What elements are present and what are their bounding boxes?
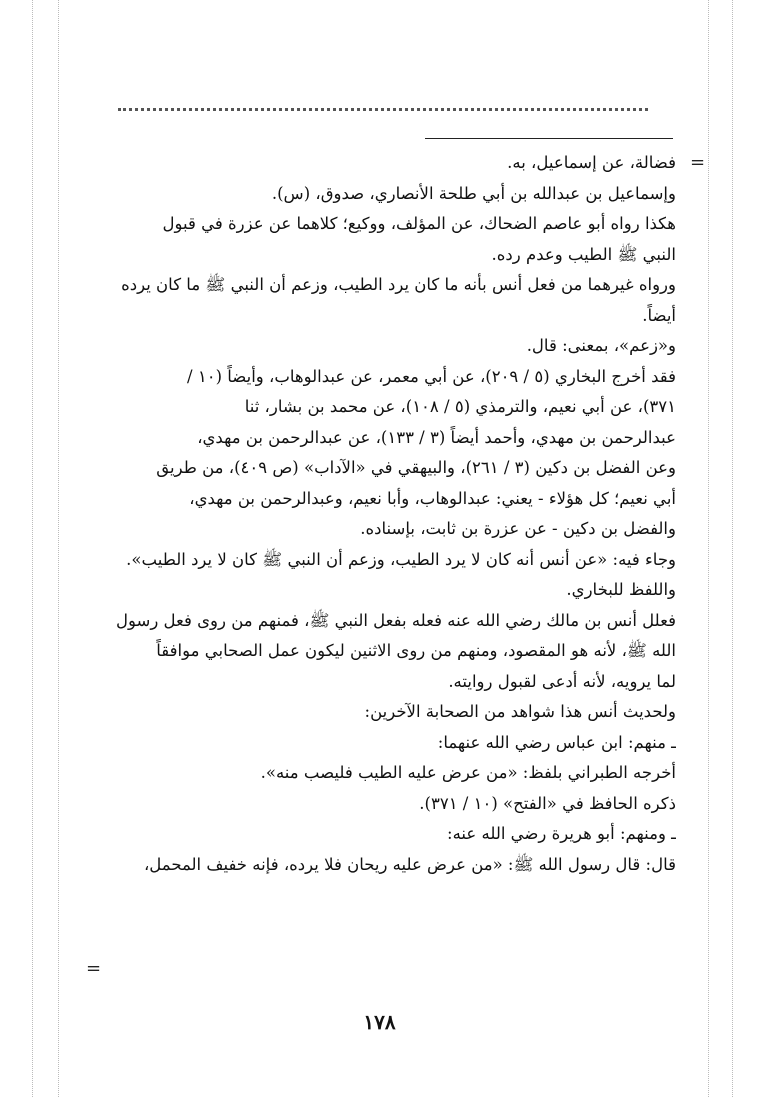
text-line: والفضل بن دكين - عن عزرة بن ثابت، بإسناده.: [360, 519, 676, 538]
continuation-mark-top: =: [690, 152, 706, 173]
right-margin-dots: [708, 0, 709, 1097]
text-line: لما يرويه، لأنه أدعى لقبول روايته.: [448, 671, 676, 691]
text-line: ذكره الحافظ في «الفتح» (١٠ / ٣٧١).: [419, 793, 676, 813]
text-line: ولحديث أنس هذا شواهد من الصحابة الآخرين:: [364, 702, 676, 721]
top-dotted-border: [118, 108, 648, 121]
text-line: وعن الفضل بن دكين (٣ / ٢٦١)، والبيهقي في «الآداب» (ص ٤٠٩)، من طريق: [156, 458, 676, 477]
text-line: فعلل أنس بن مالك رضي الله عنه فعله بفعل النبي ﷺ، فمنهم من روى فعل رسول: [116, 610, 676, 630]
page-body-text: [108, 148, 676, 880]
right-margin-dots-2: [732, 0, 733, 1097]
text-line: أخرجه الطبراني بلفظ: «من عرض عليه الطيب فليصب منه».: [260, 763, 676, 782]
left-margin-dots: [32, 0, 33, 1097]
text-line: فضالة، عن إسماعيل، به.: [507, 153, 676, 172]
text-line: ـ ومنهم: أبو هريرة رضي الله عنه:: [447, 824, 676, 843]
continuation-mark-bottom: =: [86, 958, 102, 979]
text-line: النبي ﷺ الطيب وعدم رده.: [491, 244, 676, 264]
left-margin-dots-2: [58, 0, 59, 1097]
text-line: ٣٧١)، عن أبي نعيم، والترمذي (٥ / ١٠٨)، عن محمد بن بشار، ثنا: [244, 397, 676, 416]
text-line: و«زعم»، بمعنى: قال.: [526, 336, 676, 355]
text-line: أبي نعيم؛ كل هؤلاء - يعني: عبدالوهاب، وأبا نعيم، وعبدالرحمن بن مهدي،: [189, 488, 676, 508]
text-line: وجاء فيه: «عن أنس أنه كان لا يرد الطيب، وزعم أن النبي ﷺ كان لا يرد الطيب».: [126, 549, 676, 569]
page-number: ١٧٨: [363, 1010, 396, 1034]
text-line: قال: قال رسول الله ﷺ: «من عرض عليه ريحان فلا يرده، فإنه خفيف المحمل،: [143, 854, 676, 874]
text-line: الله ﷺ، لأنه هو المقصود، ومنهم من روى الاثنين ليكون عمل الصحابي موافقاً: [156, 641, 676, 660]
text-line: ورواه غيرهما من فعل أنس بأنه ما كان يرد الطيب، وزعم أن النبي ﷺ ما كان يرده: [121, 275, 676, 294]
text-line: واللفظ للبخاري.: [566, 580, 676, 599]
text-line: فقد أخرج البخاري (٥ / ٢٠٩)، عن أبي معمر، عن عبدالوهاب، وأيضاً (١٠ /: [187, 366, 676, 386]
text-line: أيضاً.: [642, 305, 676, 325]
text-line: هكذا رواه أبو عاصم الضحاك، عن المؤلف، ووكيع؛ كلاهما عن عزرة في قبول: [162, 214, 676, 233]
header-rule: [425, 138, 673, 139]
text-line: عبدالرحمن بن مهدي، وأحمد أيضاً (٣ / ١٣٣)، عن عبدالرحمن بن مهدي،: [197, 427, 676, 447]
text-line: وإسماعيل بن عبدالله بن أبي طلحة الأنصاري، صدوق، (س).: [271, 183, 676, 203]
text-line: ـ منهم: ابن عباس رضي الله عنهما:: [437, 732, 676, 752]
